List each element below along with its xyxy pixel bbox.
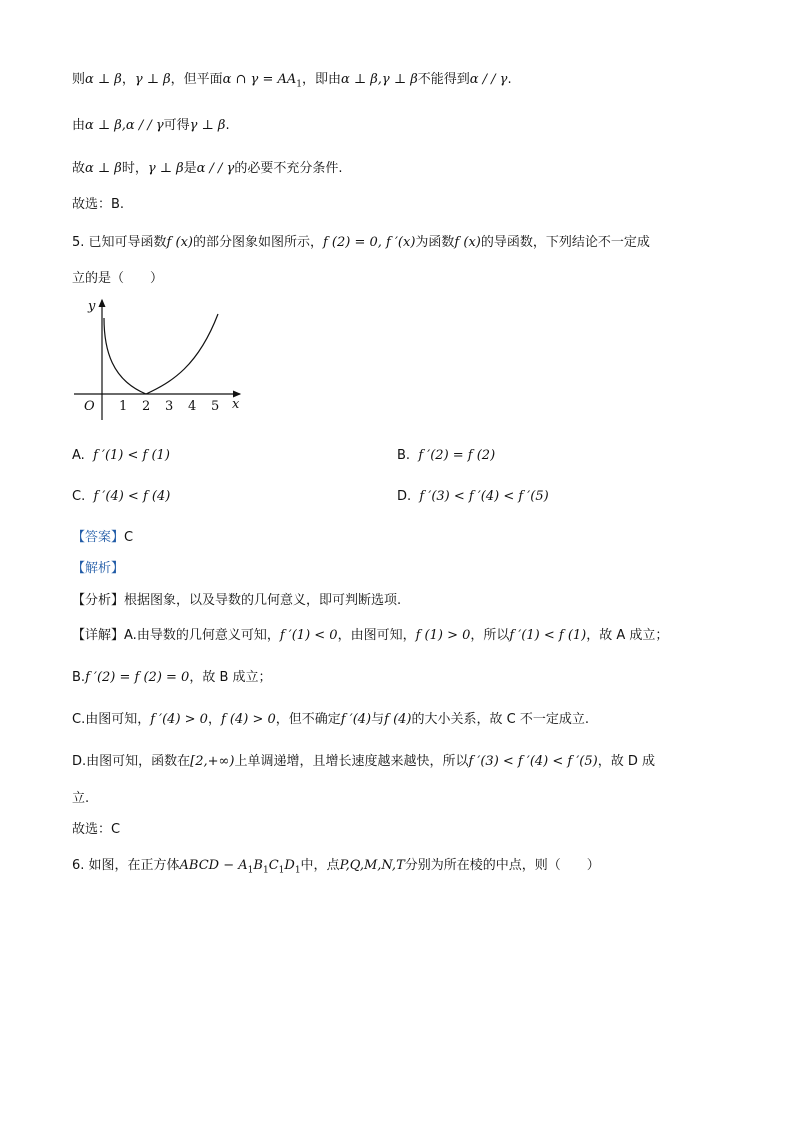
formula: ABCD − A	[179, 858, 248, 873]
xiangjie-line	[72, 624, 668, 643]
text: .	[507, 72, 512, 87]
prev-line-1	[72, 68, 512, 90]
question-5-line-2: 立的是（ ）	[72, 271, 164, 286]
text: 6. 如图，在正方体	[72, 858, 180, 873]
tick-label-3: 3	[165, 399, 174, 414]
text: ，	[207, 712, 221, 727]
text: C.由图可知，	[72, 712, 151, 727]
prev-line-3	[72, 157, 342, 176]
formula: B	[253, 858, 263, 873]
formula: α ⊥ β,γ ⊥ β	[341, 72, 418, 87]
formula: f ′(2) = f (2) = 0	[85, 670, 190, 685]
formula: C	[268, 858, 279, 873]
option-d	[397, 489, 549, 504]
text: ，故 D 成	[597, 754, 655, 769]
subscript: 1	[296, 79, 302, 90]
text: 上单调递增，且增长速度越来越快，所以	[234, 754, 469, 769]
detail-d-line-2: 立.	[72, 791, 90, 806]
text: ，由图可知，	[337, 628, 416, 643]
formula: f ′(3) < f ′(4) < f ′(5)	[468, 754, 598, 769]
option-b	[397, 448, 495, 463]
text: 不能得到	[417, 72, 470, 87]
option-a	[72, 448, 170, 463]
answer-line	[72, 526, 133, 545]
question-6-line	[72, 854, 600, 876]
origin-label: O	[84, 399, 95, 414]
formula: γ ⊥ β	[147, 161, 184, 176]
formula: f ′(4)	[340, 712, 372, 727]
formula: α / / γ	[196, 161, 235, 176]
text: ，	[121, 72, 135, 87]
fenxi-text: 根据图象，以及导数的几何意义，即可判断选项.	[124, 593, 402, 608]
text: ，但不确定	[275, 712, 341, 727]
formula: f (2) = 0, f ′(x)	[322, 235, 416, 250]
text: ，故 A 成立；	[586, 628, 669, 643]
x-axis-label: x	[232, 397, 240, 412]
text: .	[225, 118, 230, 133]
formula: f (4)	[384, 712, 412, 727]
text: 时，	[121, 161, 148, 176]
detail-c-line	[72, 708, 589, 727]
subscript: 1	[262, 865, 269, 876]
text: 的大小关系，故 C 不一定成立.	[411, 712, 589, 727]
choose-line: 故选：C	[72, 822, 121, 837]
formula: D	[284, 858, 295, 873]
option-formula: f ′(2) = f (2)	[418, 448, 496, 463]
xiangjie-tag: 【详解】	[72, 628, 125, 643]
subscript: 1	[294, 865, 301, 876]
text: 的必要不充分条件.	[234, 161, 343, 176]
question-number: 5. 已知可导函数	[72, 235, 167, 250]
option-formula: f ′(3) < f ′(4) < f ′(5)	[419, 489, 549, 504]
tick-label-2: 2	[142, 399, 151, 414]
text: 与	[371, 712, 385, 727]
text: 则	[72, 72, 86, 87]
function-graph	[70, 290, 260, 430]
formula: f ′(1) < 0	[279, 628, 338, 643]
fenxi-line	[72, 589, 401, 608]
formula: γ ⊥ β	[189, 118, 226, 133]
formula: α ⊥ β,α / / γ	[85, 118, 164, 133]
text: 中，点	[300, 858, 340, 873]
text: 是	[183, 161, 197, 176]
tick-label-5: 5	[211, 399, 220, 414]
formula: f (1) > 0	[415, 628, 471, 643]
detail-d-line	[72, 750, 655, 769]
text: 故	[72, 161, 86, 176]
prev-line-2	[72, 114, 230, 133]
option-label: A.	[72, 448, 85, 463]
option-formula: f ′(1) < f (1)	[93, 448, 170, 463]
formula: α ⊥ β	[85, 72, 122, 87]
function-curve	[104, 314, 218, 394]
fenxi-tag: 【分析】	[72, 593, 125, 608]
option-formula: f ′(4) < f (4)	[93, 489, 171, 504]
formula: f ′(1) < f (1)	[509, 628, 587, 643]
text: B.	[72, 670, 86, 685]
text: A.由导数的几何意义可知，	[124, 628, 280, 643]
text: ，所以	[470, 628, 510, 643]
formula: f (x)	[454, 235, 481, 250]
subscript: 1	[247, 865, 254, 876]
subscript: 1	[278, 865, 285, 876]
text: 分别为所在棱的中点，则（ ）	[404, 858, 600, 873]
option-label: D.	[397, 489, 412, 504]
text: 可得	[163, 118, 190, 133]
formula: P,Q,M,N,T	[339, 858, 405, 873]
formula: f (x)	[166, 235, 193, 250]
text: 为函数	[415, 235, 455, 250]
formula: f (4) > 0	[220, 712, 276, 727]
formula: γ ⊥ β	[134, 72, 171, 87]
text: 的导函数，下列结论不一定成	[480, 235, 650, 250]
text: D.由图可知，函数在	[72, 754, 191, 769]
text: 由	[72, 118, 86, 133]
tick-label-1: 1	[119, 399, 128, 414]
option-c	[72, 489, 170, 504]
tick-label-4: 4	[188, 399, 197, 414]
question-5-line-1	[72, 231, 650, 250]
formula: α ∩ γ = AA	[222, 72, 297, 87]
y-axis-label: y	[88, 299, 96, 314]
answer-value: C	[124, 530, 134, 545]
option-label: B.	[397, 448, 411, 463]
text: ，即由	[302, 72, 342, 87]
answer-tag: 【答案】	[72, 530, 125, 545]
formula: [2,+∞)	[190, 754, 235, 769]
formula: f ′(4) > 0	[150, 712, 208, 727]
text: ，故 B 成立；	[189, 670, 272, 685]
prev-line-4: 故选：B.	[72, 197, 125, 212]
option-label: C.	[72, 489, 86, 504]
text: ，但平面	[170, 72, 223, 87]
formula: α / / γ	[469, 72, 508, 87]
detail-b-line	[72, 666, 272, 685]
analysis-tag: 【解析】	[72, 561, 125, 576]
text: 的部分图象如图所示，	[192, 235, 323, 250]
formula: α ⊥ β	[85, 161, 122, 176]
